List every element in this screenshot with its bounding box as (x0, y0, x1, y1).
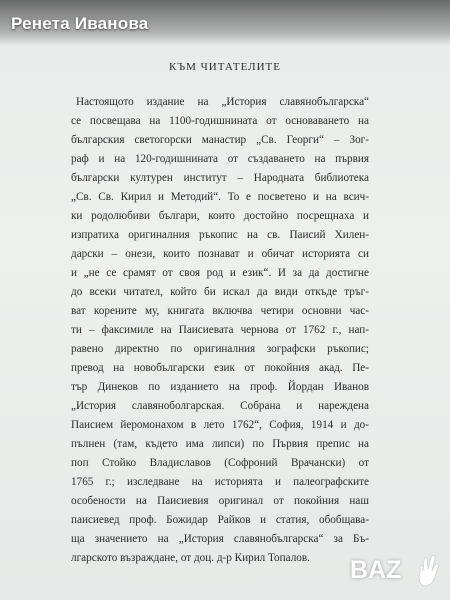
seller-header (0, 0, 450, 46)
text-line: тър Динеков по изданието на проф. Йордан Иванов (71, 381, 369, 393)
text-line: паисиевед проф. Божидар Райков и статия, обобщава- (71, 514, 369, 526)
text-line: „Св. Св. Кирил и Методий“. То е посветено и на всич- (71, 191, 369, 203)
text-line: „История славяноболгарская. Собрана и нареждена (71, 400, 369, 412)
text-line: ки родолюбиви българи, които достойно посрещнаха и (71, 210, 369, 222)
text-line: българския светогорски манастир „Св. Георги“ – Зог- (71, 134, 369, 146)
text-line: превод на новобългарски език от покойния акад. Пе- (71, 362, 369, 374)
text-line: Настоящото издание на „История славянобългарска“ (76, 96, 369, 108)
text-line: пълнен (там, където има липси) по Първия препис на (71, 438, 369, 450)
text-line: се посвещава на 1100-годишнината от основаването на (71, 115, 369, 127)
text-line: Паисием йеромонахом в лето 1762“, София, 1914 и до- (71, 419, 369, 431)
watermark-text: BAZ (350, 556, 402, 584)
seller-name[interactable]: Ренета Иванова (11, 14, 149, 33)
text-line: ват корените му, книгата включва четири основни час- (71, 305, 369, 317)
text-line: поп Стойко Владиславов (Софроний Врачански) от (71, 457, 369, 469)
text-line: ти – факсимиле на Паисиевата чернова от 1762 г., нап- (71, 324, 369, 336)
fingers-crossed-hand-icon (414, 554, 444, 588)
text-line: 1765 г.; изследване на историята и палеографските (71, 476, 369, 488)
text-line: дарски – онези, които познават и обичат историята си (71, 248, 369, 260)
text-line: изпратиха оригиналния ръкопис на св. Паисий Хилен- (71, 229, 369, 241)
text-line: български културен институт – Народната библиотека (71, 172, 369, 184)
text-line: ща значението на „История славянобългарска“ за Бъ- (71, 533, 369, 545)
text-line: до всеки читател, който би искал да види откъде тръг- (71, 286, 369, 298)
watermark-logo (350, 552, 446, 596)
text-line: лгарското възраждане, от доц. д-р Кирил Топалов. (71, 552, 310, 564)
page-heading: КЪМ ЧИТАТЕЛИТЕ (168, 61, 281, 73)
text-line: и „не се срамят от своя род и език“. И за да достигне (71, 267, 369, 279)
text-line: раф и на 120-годишнината от създаването на първия (71, 153, 369, 165)
text-line: равено директно по оригиналния зографски ръкопис; (71, 343, 369, 355)
text-line: особености на Паисиевия оригинал от покойния наш (71, 495, 369, 507)
